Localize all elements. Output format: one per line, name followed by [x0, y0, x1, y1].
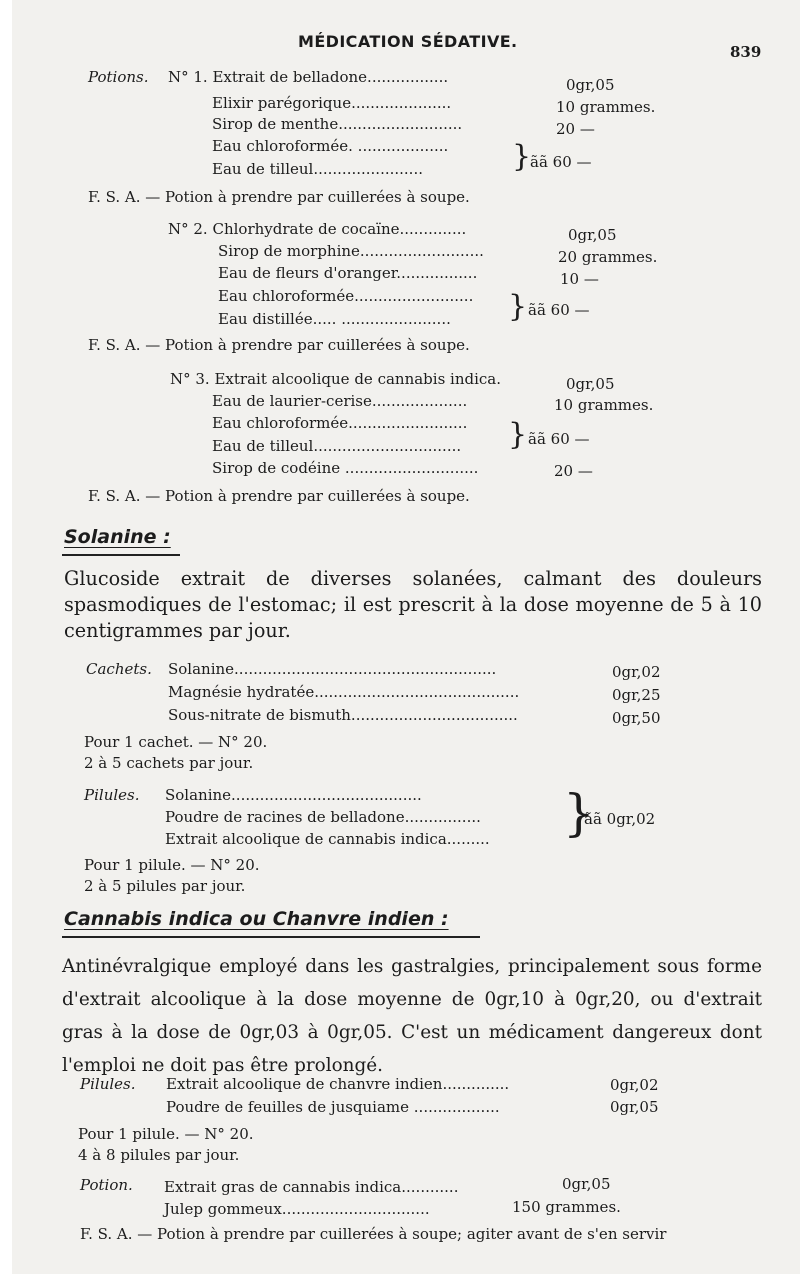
potion2-line5: Eau distillée..... .......................	[218, 310, 451, 328]
potion1-line2: Elixir parégorique.....................	[212, 94, 452, 112]
cannabis-pilules-dose2: 0gr,05	[610, 1098, 659, 1116]
potion2-dose1: 0gr,05	[568, 226, 617, 244]
cannabis-potion-line1: Extrait gras de cannabis indica............	[164, 1178, 459, 1196]
potion2-line4: Eau chloroformée.........................	[218, 287, 474, 305]
potion3-dose1: 0gr,05	[566, 375, 615, 393]
potion1-dose3: 20 —	[556, 120, 595, 138]
cannabis-pilules-label: Pilules.	[80, 1075, 136, 1093]
potion2-line3: Eau de fleurs d'oranger.................	[218, 264, 478, 282]
cannabis-potion-label: Potion.	[80, 1176, 133, 1194]
potion1-fsa: F. S. A. — Potion à prendre par cuillerées à soupe.	[88, 188, 470, 206]
pilules-line2: Poudre de racines de belladone................	[165, 808, 481, 826]
brace-icon: }	[508, 417, 528, 452]
cachets-label: Cachets.	[86, 660, 152, 678]
potion1-line4: Eau chloroformée. ...................	[212, 137, 449, 155]
potion2-line1: N° 2. Chlorhydrate de cocaïne..............	[168, 220, 467, 238]
cannabis-pilules-dose1: 0gr,02	[610, 1076, 659, 1094]
potion2-dose3: 10 —	[560, 270, 599, 288]
cannabis-pilules-line1: Extrait alcoolique de chanvre indien..............	[166, 1075, 510, 1093]
page-left-margin	[0, 0, 12, 1280]
cannabis-potion-dose2: 150 grammes.	[512, 1198, 621, 1216]
cannabis-paragraph: Antinévralgique employé dans les gastralgies, principalement sous forme d'extrait alcoolique à la dose moyenne de 0gr,10 à 0gr,20, ou d'extrait gras à la dose de 0gr,03 à 0gr,05. C'est un médicament dangereux dont l'emploi ne doit pas être prolongé.	[62, 956, 762, 1076]
heading-rule	[62, 936, 480, 938]
potion2-line2: Sirop de morphine..........................	[218, 242, 484, 260]
cachets-line3: Sous-nitrate de bismuth...................................	[168, 706, 518, 724]
potion3-dose2: 10 grammes.	[554, 396, 654, 414]
cachets-dose1: 0gr,02	[612, 663, 661, 681]
potion2-dose2: 20 grammes.	[558, 248, 658, 266]
brace-icon: }	[508, 289, 528, 324]
pilules-dose: ãã 0gr,02	[584, 810, 656, 828]
potion3-line3: Eau chloroformée.........................	[212, 414, 468, 432]
page-number: 839	[730, 43, 762, 61]
cannabis-pilules-line2: Poudre de feuilles de jusquiame ..................	[166, 1098, 500, 1116]
potion3-line2: Eau de laurier-cerise....................	[212, 392, 468, 410]
pilules-pour: Pour 1 pilule. — N° 20.	[84, 856, 260, 874]
potion1-dose2: 10 grammes.	[556, 98, 656, 116]
pilules-frequency: 2 à 5 pilules par jour.	[84, 877, 246, 895]
solanine-paragraph: Glucoside extrait de diverses solanées, calmant des douleurs spasmodiques de l'estomac; il est prescrit à la dose moyenne de 5 à 10 centigrammes par jour.	[64, 567, 762, 642]
running-title: MÉDICATION SÉDATIVE.	[298, 32, 518, 51]
cachets-dose3: 0gr,50	[612, 709, 661, 727]
cannabis-potion-fsa: F. S. A. — Potion à prendre par cuillerées à soupe; agiter avant de s'en servir	[80, 1225, 667, 1243]
cannabis-potion-line2: Julep gommeux...............................	[164, 1200, 430, 1218]
heading-rule	[62, 554, 180, 556]
pilules-label: Pilules.	[84, 786, 140, 804]
potion1-line3: Sirop de menthe..........................	[212, 115, 463, 133]
cannabis-pilules-pour: Pour 1 pilule. — N° 20.	[78, 1125, 254, 1143]
cachets-pour: Pour 1 cachet. — N° 20.	[84, 733, 268, 751]
pilules-line1: Solanine........................................	[165, 786, 422, 804]
cachets-line1: Solanine.......................................................	[168, 660, 497, 678]
page-bottom-margin	[0, 1274, 800, 1280]
potion1-line5: Eau de tilleul.......................	[212, 160, 423, 178]
potions-label: Potions.	[88, 68, 149, 86]
potion2-dose45: ãã 60 —	[528, 301, 590, 319]
potion1-line1: N° 1. Extrait de belladone.................	[168, 68, 449, 86]
section-heading-solanine: Solanine :	[64, 526, 171, 548]
cannabis-potion-dose1: 0gr,05	[562, 1175, 611, 1193]
potion3-line1: N° 3. Extrait alcoolique de cannabis indica.	[170, 370, 502, 388]
cannabis-pilules-frequency: 4 à 8 pilules par jour.	[78, 1146, 240, 1164]
cachets-frequency: 2 à 5 cachets par jour.	[84, 754, 254, 772]
potion3-line4: Eau de tilleul...............................	[212, 437, 462, 455]
potion3-line5: Sirop de codéine ............................	[212, 459, 479, 477]
cachets-line2: Magnésie hydratée...........................................	[168, 683, 520, 701]
potion3-dose34: ãã 60 —	[528, 430, 590, 448]
potion1-dose1: 0gr,05	[566, 76, 615, 94]
cachets-dose2: 0gr,25	[612, 686, 661, 704]
potion1-dose45: ãã 60 —	[530, 153, 592, 171]
potion3-fsa: F. S. A. — Potion à prendre par cuillerées à soupe.	[88, 487, 470, 505]
section-heading-cannabis: Cannabis indica ou Chanvre indien :	[64, 908, 449, 930]
pilules-line3: Extrait alcoolique de cannabis indica.........	[165, 830, 490, 848]
brace-icon: }	[512, 139, 532, 174]
potion3-dose5: 20 —	[554, 462, 593, 480]
brace-icon: }	[563, 784, 595, 842]
potion2-fsa: F. S. A. — Potion à prendre par cuillerées à soupe.	[88, 336, 470, 354]
